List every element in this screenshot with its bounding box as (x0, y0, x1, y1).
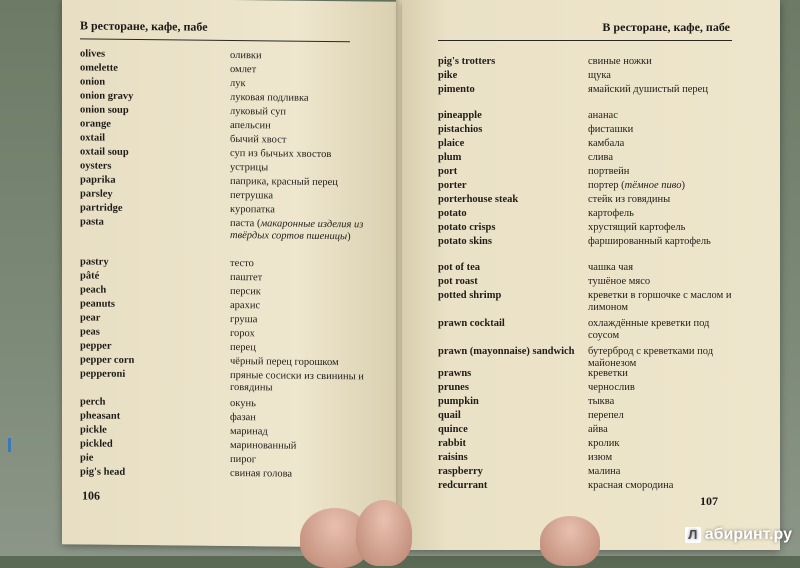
entry-russian-text: петрушка (230, 189, 274, 202)
entry-russian-text: апельсин (230, 119, 271, 132)
entry-english: pheasant (80, 410, 121, 422)
entry-russian-text: креветки в горшочке с маслом и лимоном (588, 290, 732, 313)
entry-russian (230, 50, 380, 64)
entry-russian (230, 134, 380, 148)
watermark-logo (685, 526, 792, 544)
left-page-header: В ресторане, кафе, пабе (80, 18, 208, 34)
entry-english: pumpkin (438, 396, 479, 407)
entry-russian-text: маринованный (230, 439, 297, 452)
entry-english: raisins (438, 452, 468, 463)
entry-russian (588, 194, 738, 206)
entry-russian (588, 166, 738, 178)
entry-russian (588, 346, 738, 370)
watermark-text: абиринт.ру (704, 526, 792, 543)
entry-english: pâté (80, 270, 100, 282)
entry-russian (230, 426, 380, 440)
entry-english: perch (80, 396, 106, 408)
entry-russian (588, 396, 738, 408)
entry-russian (588, 262, 738, 274)
entry-russian-text: пряные сосиски из свинины и говядины (230, 369, 364, 394)
entry-russian (230, 148, 380, 162)
entry-russian (588, 382, 738, 394)
entry-russian-text: портер ( (588, 180, 625, 191)
entry-russian (230, 162, 380, 176)
entry-russian (588, 222, 738, 234)
entry-russian (230, 412, 380, 426)
entry-russian (588, 56, 738, 68)
entry-english: rabbit (438, 438, 467, 449)
entry-russian-text: омлет (230, 63, 257, 76)
entry-russian (588, 152, 738, 164)
entry-english: quail (438, 410, 461, 421)
entry-russian-text: камбала (588, 138, 625, 149)
entry-russian (230, 356, 380, 370)
entry-english: orange (80, 118, 111, 130)
entry-russian (230, 454, 380, 468)
entry-english: prawns (438, 368, 472, 379)
entry-russian-text: груша (230, 313, 258, 326)
entry-english: pie (80, 452, 94, 464)
entry-english: peas (80, 326, 100, 338)
entry-russian-text: суп из бычьих хвостов (230, 147, 332, 161)
entry-russian-text: перец (230, 341, 256, 354)
entry-english: parsley (80, 188, 113, 200)
entry-russian (230, 440, 380, 454)
entry-russian-text: свиная голова (230, 467, 293, 480)
entry-english: port (438, 166, 458, 177)
right-page (402, 0, 780, 550)
entry-russian-text: чёрный перец горошком (230, 355, 339, 369)
entry-english: pear (80, 312, 101, 324)
entry-english: peach (80, 284, 107, 296)
entry-russian (588, 208, 738, 220)
entry-russian (230, 258, 380, 272)
entry-english: potato crisps (438, 222, 496, 233)
entry-russian (588, 424, 738, 436)
entry-english: raspberry (438, 466, 483, 477)
entry-russian (230, 64, 380, 78)
entry-russian-text: айва (588, 424, 608, 435)
entry-russian-text: маринад (230, 425, 268, 438)
entry-english: omelette (80, 62, 118, 74)
entry-russian-text: бычий хвост (230, 133, 287, 146)
entry-russian (230, 370, 380, 396)
entry-english: oysters (80, 160, 112, 172)
entry-russian-tail: ) (681, 180, 685, 191)
entry-russian-italic: макаронные изделия из твёрдых сортов пшеницы (230, 218, 364, 243)
entry-russian (230, 328, 380, 342)
entry-english: pike (438, 70, 458, 81)
entry-russian-text: тыква (588, 396, 615, 407)
entry-russian-text: паштет (230, 271, 263, 284)
entry-english: pimento (438, 84, 475, 95)
entry-russian (588, 410, 738, 422)
entry-english: prawn cocktail (438, 318, 505, 329)
entry-english: pot roast (438, 276, 478, 287)
entry-russian (230, 92, 380, 106)
entry-english: onion soup (80, 104, 129, 116)
entry-russian-text: свиные ножки (588, 56, 652, 67)
entry-russian-text: чашка чая (588, 262, 634, 273)
entry-english: oxtail (80, 132, 106, 144)
entry-english: potted shrimp (438, 290, 502, 301)
entry-russian-text: ямайский душистый перец (588, 84, 708, 95)
entry-english: olives (80, 48, 106, 60)
entry-russian (230, 78, 380, 92)
entry-english: plaice (438, 138, 465, 149)
entry-russian (230, 300, 380, 314)
entry-english: prunes (438, 382, 469, 393)
entry-russian-text: фаршированный картофель (588, 236, 711, 247)
entry-russian-text: ананас (588, 110, 618, 121)
entry-english: partridge (80, 202, 123, 214)
entry-russian-text: малина (588, 466, 621, 477)
entry-russian-text: перепел (588, 410, 624, 421)
entry-english: potato (438, 208, 467, 219)
entry-english: porter (438, 180, 467, 191)
entry-russian-text: фазан (230, 411, 256, 424)
entry-english: onion gravy (80, 90, 134, 102)
bookmark-edge (8, 438, 11, 452)
entry-english: quince (438, 424, 468, 435)
entry-russian (230, 342, 380, 356)
entry-russian-text: горох (230, 327, 255, 340)
entry-russian (588, 452, 738, 464)
entry-russian-text: окунь (230, 397, 256, 410)
entry-russian (588, 70, 738, 82)
entry-russian-text: стейк из говядины (588, 194, 671, 205)
entry-russian (230, 190, 380, 204)
entry-english: redcurrant (438, 480, 488, 491)
entry-russian (230, 120, 380, 134)
entry-russian (588, 318, 738, 342)
entry-russian (230, 218, 380, 244)
entry-russian (230, 106, 380, 120)
entry-english: pasta (80, 216, 104, 228)
entry-russian (588, 290, 738, 314)
entry-english: pig's head (80, 466, 126, 478)
entry-russian-text: паста ( (230, 217, 261, 230)
entry-english: pastry (80, 256, 109, 268)
entry-russian-text: лук (230, 77, 246, 90)
entry-russian-text: тушёное мясо (588, 276, 651, 287)
entry-russian-text: изюм (588, 452, 613, 463)
entry-russian-text: хрустящий картофель (588, 222, 686, 233)
entry-english: pistachios (438, 124, 483, 135)
entry-russian (230, 204, 380, 218)
entry-russian-text: картофель (588, 208, 634, 219)
entry-english: potato skins (438, 236, 492, 247)
entry-english: plum (438, 152, 462, 163)
right-header-rule (438, 40, 732, 41)
entry-russian (230, 398, 380, 412)
entry-english: porterhouse steak (438, 194, 519, 205)
entry-russian-tail: ) (347, 231, 351, 243)
entry-russian (588, 110, 738, 122)
entry-russian-text: креветки (588, 368, 628, 379)
entry-russian-text: персик (230, 285, 261, 298)
entry-russian-text: луковая подливка (230, 91, 309, 104)
entry-russian (588, 276, 738, 288)
left-page (62, 0, 400, 548)
entry-english: paprika (80, 174, 116, 186)
entry-russian-text: оливки (230, 49, 262, 62)
entry-english: oxtail soup (80, 146, 129, 158)
entry-russian-text: фисташки (588, 124, 634, 135)
entry-russian (230, 176, 380, 190)
entry-russian (230, 272, 380, 286)
entry-russian (588, 368, 738, 380)
entry-english: pepper (80, 340, 112, 352)
entry-russian-text: кролик (588, 438, 620, 449)
entry-russian-text: красная смородина (588, 480, 674, 491)
entry-russian (588, 124, 738, 136)
entry-russian-text: куропатка (230, 203, 275, 216)
entry-english: onion (80, 76, 106, 88)
entry-russian-text: тесто (230, 257, 254, 270)
entry-russian-italic: тёмное пиво (624, 180, 682, 191)
entry-russian-text: луковый суп (230, 105, 286, 118)
entry-russian-text: паприка, красный перец (230, 175, 338, 189)
entry-russian (588, 180, 738, 192)
entry-english: pickled (80, 438, 113, 450)
watermark-icon: Л (685, 527, 701, 543)
entry-russian-text: щука (588, 70, 611, 81)
entry-english: pepperoni (80, 368, 126, 380)
right-page-header: В ресторане, кафе, пабе (602, 20, 730, 34)
entry-russian-text: арахис (230, 299, 261, 312)
entry-russian-text: портвейн (588, 166, 630, 177)
entry-russian-text: чернослив (588, 382, 635, 393)
entry-russian (230, 468, 380, 482)
entry-russian-text: слива (588, 152, 613, 163)
entry-english: pineapple (438, 110, 482, 121)
thumb-middle (356, 500, 412, 566)
entry-russian-text: устрицы (230, 161, 269, 174)
entry-russian (588, 138, 738, 150)
left-page-number: 106 (82, 488, 100, 503)
entry-english: prawn (mayonnaise) sandwich (438, 346, 575, 357)
entry-russian (588, 466, 738, 478)
entry-russian-text: пирог (230, 453, 257, 466)
entry-english: pickle (80, 424, 107, 436)
entry-russian (588, 84, 738, 96)
entry-russian-text: охлаждённые креветки под соусом (588, 318, 710, 341)
left-header-rule (80, 38, 350, 42)
entry-english: pepper corn (80, 354, 135, 366)
entry-russian (230, 286, 380, 300)
entry-russian (230, 314, 380, 328)
entry-russian-text: бутерброд с креветками под майонезом (588, 346, 714, 369)
entry-english: peanuts (80, 298, 116, 310)
entry-english: pot of tea (438, 262, 480, 273)
entry-russian (588, 480, 738, 492)
entry-english: pig's trotters (438, 56, 496, 67)
entry-russian (588, 438, 738, 450)
right-page-number: 107 (700, 494, 718, 508)
entry-russian (588, 236, 738, 248)
thumb-right (540, 516, 600, 566)
